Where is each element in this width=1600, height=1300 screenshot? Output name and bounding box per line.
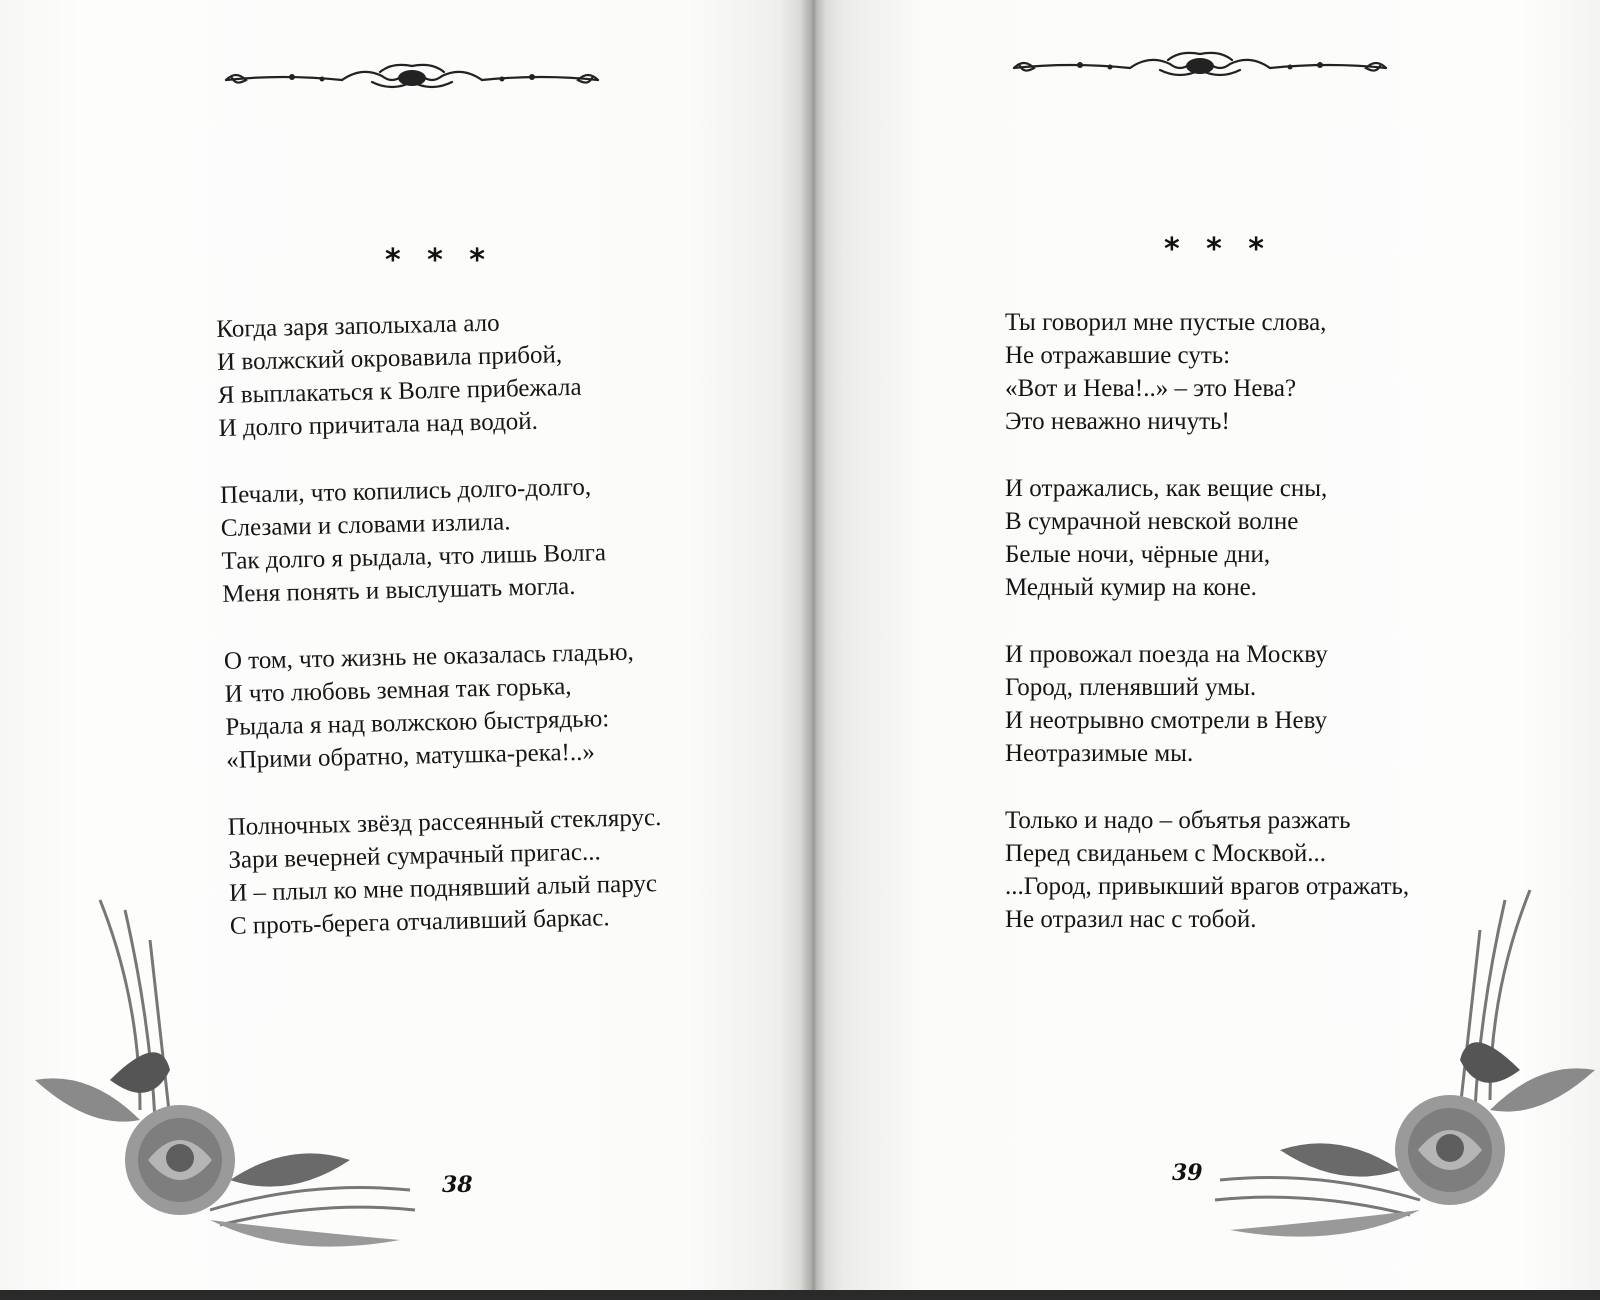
stanza-separator: * * * (1164, 232, 1272, 267)
poem-line: И провожал поезда на Москву (1005, 641, 1328, 668)
poem-line: Медный кумир на коне. (1005, 574, 1257, 601)
poem-line: Рыдала я над волжскою быстрядью: (225, 705, 610, 741)
poem-line: С проть-берега отчаливший баркас. (229, 904, 610, 940)
poem-line: И долго причитала над водой. (218, 407, 539, 442)
poem-line: Не отражавшие суть: (1005, 342, 1231, 369)
poem-line: Белые ночи, чёрные дни, (1005, 541, 1271, 568)
poem-line: И отражались, как вещие сны, (1005, 475, 1328, 502)
poem-line: И что любовь земная так горька, (224, 673, 572, 708)
poem-line: И неотрывно смотрели в Неву (1005, 707, 1328, 734)
page-number: 39 (1172, 1160, 1203, 1186)
poem-line: Перед свиданьем с Москвой... (1005, 840, 1327, 867)
rose-corner-icon (1212, 870, 1600, 1270)
poem-line: Город, пленявший умы. (1005, 674, 1257, 701)
book-gutter (800, 0, 826, 1300)
poem-line: Это неважно ничуть! (1005, 408, 1230, 435)
stanza-separator: * * * (385, 243, 493, 278)
stanza (1005, 472, 1409, 604)
poem-line: О том, что жизнь не оказалась гладью, (223, 638, 635, 675)
scroll-ornament-icon (222, 58, 602, 98)
poem-line: В сумрачной невской волне (1005, 508, 1299, 535)
scan-bottom-edge (0, 1290, 1600, 1300)
poem-line: Слезами и словами излила. (220, 508, 511, 542)
poem-line: Когда заря заполыхала ало (216, 309, 500, 343)
poem-line: ...Город, привыкший врагов отражать, (1005, 873, 1410, 900)
stanza (1005, 638, 1409, 770)
poem-line: Полночных звёзд рассеянный стеклярус. (227, 804, 662, 841)
poem-line: Я выплакаться к Волге прибежала (217, 373, 582, 409)
poem-line: Печали, что копились долго-долго, (219, 473, 592, 509)
poem-line: «Прими обратно, матушка-река!..» (225, 738, 596, 774)
poem-text (216, 303, 665, 977)
poem-line: «Вот и Нева!..» – это Нева? (1005, 375, 1297, 402)
poem-line: Так долго я рыдала, что лишь Волга (221, 539, 607, 575)
poem-line: Зари вечерней сумрачный пригас... (228, 838, 601, 874)
poem-line: Только и надо – объятья разжать (1005, 807, 1351, 834)
poem-line: Ты говорил мне пустые слова, (1005, 309, 1327, 336)
stanza (1005, 306, 1409, 438)
scroll-ornament-icon (1010, 46, 1390, 86)
stanza (224, 635, 661, 777)
poem-line: И – плыл ко мне поднявший алый парус (228, 870, 658, 907)
page-number: 38 (442, 1172, 473, 1198)
poem-line: Не отразил нас с тобой. (1005, 906, 1257, 933)
poem-line: Неотразимые мы. (1005, 740, 1194, 767)
poem-line: И волжский окровавила прибой, (216, 341, 563, 376)
right-page (812, 0, 1600, 1300)
stanza (220, 469, 657, 611)
poem-line: Меня понять и выслушать могла. (222, 572, 576, 608)
stanza (216, 303, 653, 445)
rose-corner-icon (30, 880, 430, 1280)
